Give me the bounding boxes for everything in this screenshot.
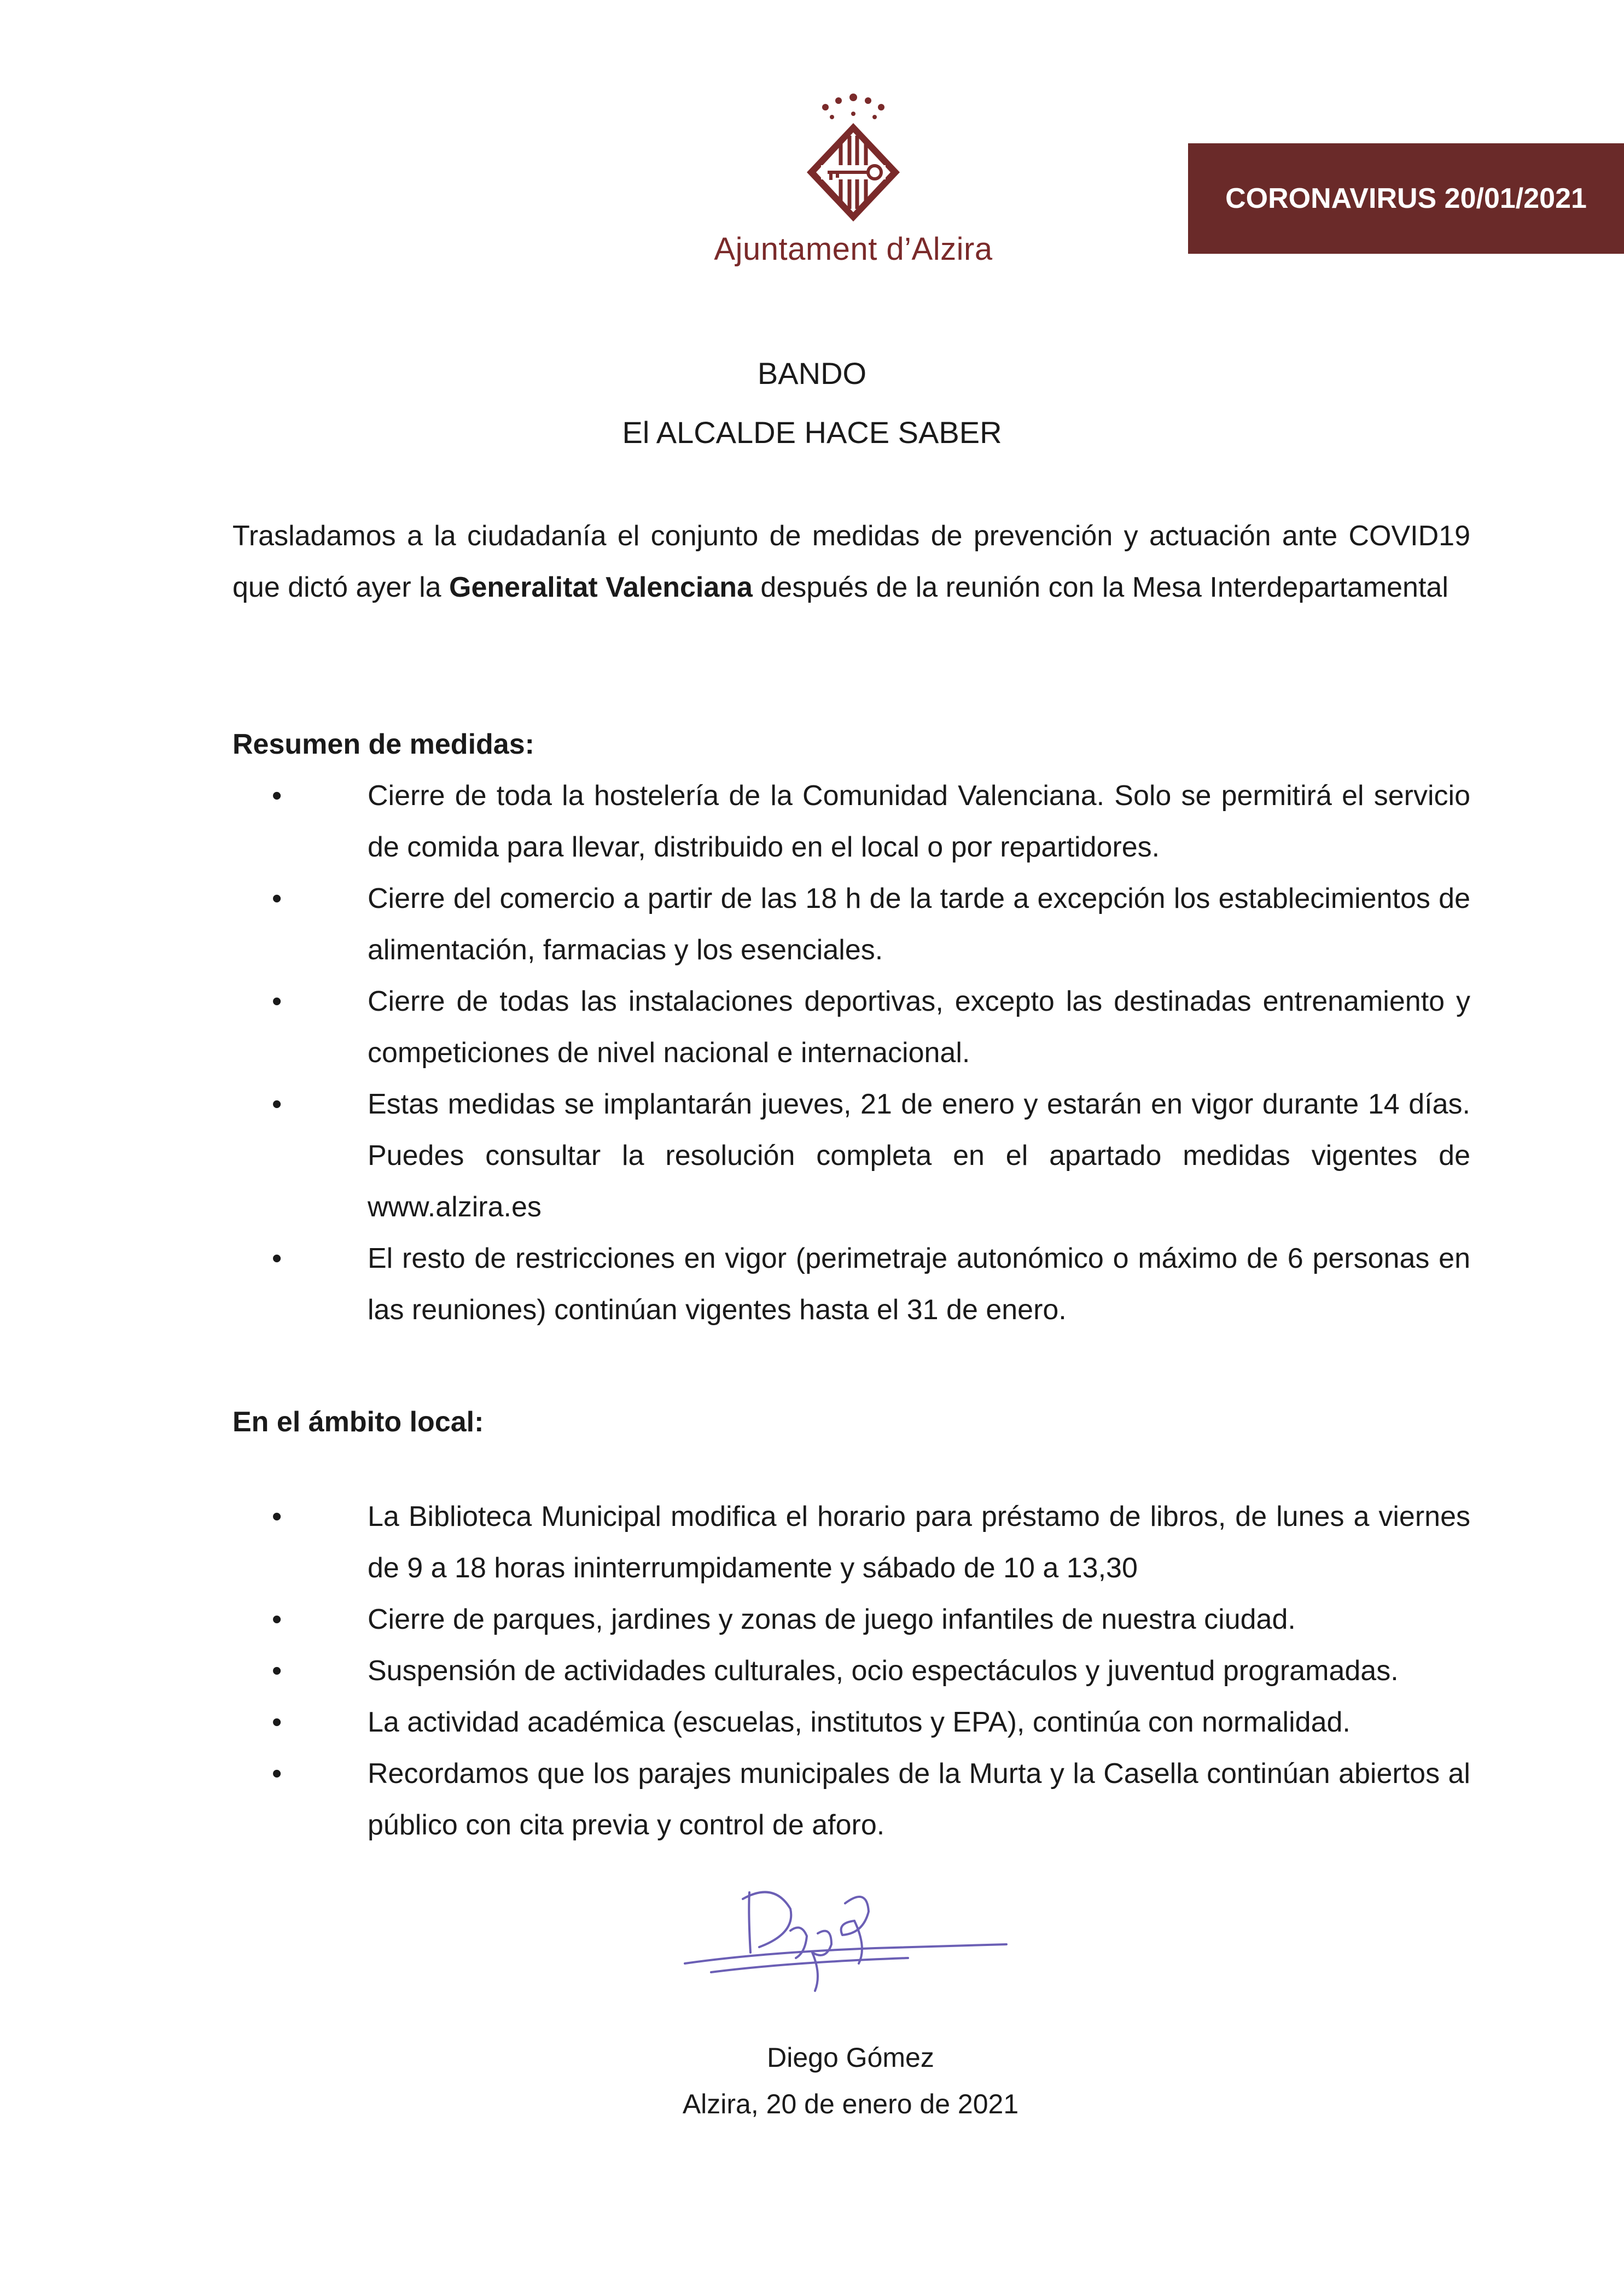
list-item-text: La Biblioteca Municipal modifica el horario para préstamo de libros, de lunes a viernes de 9 a 18 horas ininterrumpidamente y sábado de 10 a 13,30: [368, 1501, 1470, 1584]
list-item-text: Cierre de todas las instalaciones deportivas, excepto las destinadas entrenamiento y competiciones de nivel nacional e internacional.: [368, 986, 1470, 1069]
list-item: [232, 1491, 1470, 1594]
list-item: [232, 1233, 1470, 1336]
list-item: [232, 770, 1470, 873]
coronavirus-date-banner: CORONAVIRUS 20/01/2021: [1188, 143, 1624, 254]
summary-list: [232, 770, 1470, 1336]
intro-text-before: Trasladamos a la ciudadanía el conjunto de medidas de prevención y actuación ante COVID19 que dictó ayer la: [232, 520, 1470, 603]
bullet-icon: •: [272, 883, 282, 914]
coat-of-arms-icon: [801, 93, 905, 232]
intro-text-after: después de la reunión con la Mesa Interdepartamental: [752, 572, 1448, 603]
bullet-icon: •: [272, 1758, 282, 1790]
bullet-icon: •: [272, 780, 282, 812]
list-item-text: Recordamos que los parajes municipales de la Murta y la Casella continúan abiertos al público con cita previa y control de aforo.: [368, 1758, 1470, 1841]
summary-section-title: Resumen de medidas:: [232, 729, 534, 760]
city-logo: [706, 93, 1001, 273]
list-item-text: Cierre del comercio a partir de las 18 h de la tarde a excepción los establecimientos de alimentación, farmacias y los esenciales.: [368, 883, 1470, 966]
list-item: [232, 1645, 1470, 1697]
bullet-icon: •: [272, 1706, 282, 1738]
handwritten-signature: [678, 1870, 1017, 1996]
list-item: [232, 873, 1470, 976]
local-section-title: En el ámbito local:: [232, 1406, 484, 1438]
intro-bold-entity: Generalitat Valenciana: [449, 572, 753, 603]
list-item: [232, 1594, 1470, 1645]
bullet-icon: •: [272, 1604, 282, 1635]
bullet-icon: •: [272, 1088, 282, 1120]
list-item-text: Cierre de toda la hostelería de la Comunidad Valenciana. Solo se permitirá el servicio de comida para llevar, distribuido en el local o por repartidores.: [368, 780, 1470, 863]
signer-name: Diego Gómez: [767, 2042, 934, 2073]
local-list: [232, 1491, 1470, 1851]
signature-icon: [678, 1870, 1017, 1996]
list-item: [232, 1748, 1470, 1851]
bullet-icon: •: [272, 1243, 282, 1274]
list-item-text: La actividad académica (escuelas, institutos y EPA), continúa con normalidad.: [368, 1706, 1351, 1738]
list-item-text: El resto de restricciones en vigor (perimetraje autonómico o máximo de 6 personas en las reuniones) continúan vigentes hasta el 31 de enero.: [368, 1243, 1470, 1326]
bullet-icon: •: [272, 986, 282, 1017]
document-title: BANDO: [757, 356, 867, 391]
city-name-logo-text: Ajuntament d’Alzira: [714, 231, 993, 267]
list-item: [232, 1697, 1470, 1748]
list-item-text: Cierre de parques, jardines y zonas de juego infantiles de nuestra ciudad.: [368, 1604, 1296, 1635]
list-item-text: Estas medidas se implantarán jueves, 21 de enero y estarán en vigor durante 14 días. Puedes consultar la resolución completa en el apartado medidas vigentes de www.alzira.es: [368, 1088, 1470, 1223]
list-item: [232, 976, 1470, 1079]
intro-paragraph: [232, 510, 1470, 613]
bullet-icon: •: [272, 1655, 282, 1687]
list-item-text: Suspensión de actividades culturales, ocio espectáculos y juventud programadas.: [368, 1655, 1399, 1687]
place-and-date: Alzira, 20 de enero de 2021: [682, 2089, 1019, 2119]
document-subtitle: El ALCALDE HACE SABER: [622, 415, 1002, 450]
bullet-icon: •: [272, 1501, 282, 1532]
list-item: [232, 1079, 1470, 1233]
